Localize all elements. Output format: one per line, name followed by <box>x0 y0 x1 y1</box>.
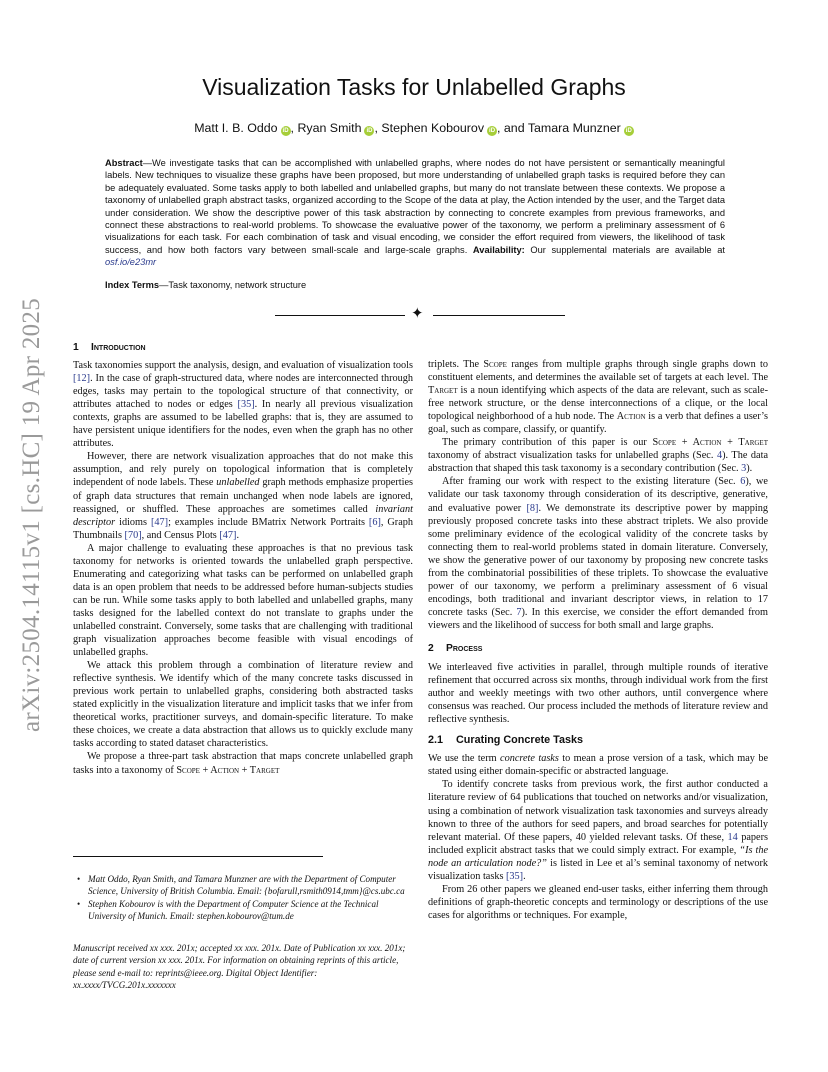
footnotes <box>73 873 413 922</box>
index-terms-label: Index Terms <box>105 280 160 290</box>
paragraph: After framing our work with respect to the existing literature (Sec. 6), we validate our task taxonomy through consideration of its descriptive, generative, and evaluative power [8]. We demonstrate its descriptive power by mapping previously proposed concrete tasks into these abstract triplets. We also provide some preliminary evidence of the ecological validity of the concrete tasks by connecting them to real-world problems stated in domain literature. Conversely, we show the generative power of our taxonomy by proposing new concrete tasks from the combinatorial possibilities of these triplets. To showcase the evaluative power of our taxonomy, we perform a preliminary assessment of 6 visual encodings, both traditional and invariant descriptor views, in relation to 17 concrete tasks (Sec. 7). In this exercise, we consider the effort demanded from viewers and the likelihood of success for both small and large graphs. <box>428 476 769 631</box>
paragraph: A major challenge to evaluating these approaches is that no previous task taxonomy for networks is oriented towards the unlabelled graph perspective. Enumerating and categorizing what tasks can be performed on unlabelled graph data is an open problem that needs to be addressed before human-subjects studies can be run. While some tasks apply to both labelled and unlabelled graphs, many tasks designed for the labelled context do not translate to graphs under the unlabelled constraint. Conversely, some tasks that are challenging with traditional graph visualization approaches become feasible with visual encodings of unlabelled graphs. <box>73 542 413 659</box>
section-heading-process: 2 Process <box>428 642 483 654</box>
index-terms <box>105 280 725 290</box>
paragraph: The primary contribution of this paper is our Scope + Action + Target taxonomy of abstract visualization tasks for unlabelled graphs (Sec. 4). The data abstraction that shaped this task taxonomy is a secondary contribution (Sec. 3). <box>428 437 768 475</box>
section-heading-introduction: 1 Introduction <box>73 342 146 353</box>
paragraph: triplets. The Scope ranges from multiple graphs through single graphs down to constituent elements, and determines the available set of targets at each level. The Target is a noun identifying which aspects of the data are relevant, such as scale-free network structure, or the dense interconnections of a clique, or the local topological neighborhood of a hub node. The Action is a verb that defines a user’s goal, such as compare, classify, or quantify. <box>428 359 768 436</box>
author-name: Stephen Kobourov <box>381 121 485 135</box>
footnote-rule <box>73 856 323 857</box>
section-ref-link[interactable]: 3 <box>741 463 747 475</box>
availability-label: Availability: <box>472 244 525 255</box>
orcid-icon[interactable]: iD <box>282 128 289 134</box>
paper-title: Visualization Tasks for Unlabelled Graphs <box>202 74 626 100</box>
abstract-label: Abstract <box>105 158 143 168</box>
author-list: Matt I. B. Oddo iD , Ryan Smith iD , Stephen Kobourov iD , and Tamara Munzner iD <box>194 121 632 135</box>
subsection-heading-curating: 2.1 Curating Concrete Tasks <box>428 734 583 747</box>
author-name: Matt I. B. Oddo <box>194 121 278 135</box>
paragraph: To identify concrete tasks from previous work, the first author conducted a literature review of 64 publications that touched on networks and/or visualization, using a combination of network visualization task taxonomies and surveys already known to three of the authors for seed papers, and broad searches for potentially relevant material. Of these papers, 40 yielded relevant tasks. Of these, 14 papers included explicit abstract tasks that we could simply extract. For example, “Is the node an articulation node?” is listed in Lee et al’s seminal taxonomy of network visualization tasks [35]. <box>428 779 769 882</box>
citation-link[interactable]: [6] <box>368 516 381 528</box>
right-column <box>428 358 768 922</box>
citation-link[interactable]: [35] <box>237 399 255 411</box>
orcid-icon[interactable]: iD <box>366 128 373 134</box>
abstract <box>105 157 725 269</box>
left-column <box>73 342 413 777</box>
citation-link[interactable]: [47] <box>219 529 237 541</box>
arxiv-identifier-stamp <box>6 265 58 765</box>
separator-diamond-icon: ✦ <box>411 306 424 322</box>
paragraph: Task taxonomies support the analysis, design, and evaluation of visualization tools [12]. In the case of graph-structured data, where nodes are interconnected through edges, tasks may pertain to the topological structure of that connectivity, or attributes attached to nodes or edges [35]. In nearly all previous visualization contexts, graphs are assumed to be labelled graphs: that is, they are assumed to have persistent unique identifiers for the nodes, even when the graph has no other attributes. <box>73 360 413 450</box>
orcid-icon[interactable]: iD <box>489 128 496 134</box>
paragraph: We use the term concrete tasks to mean a prose version of a task, which may be stated using either domain-specific or abstracted language. <box>428 753 769 778</box>
arxiv-identifier-text: arXiv:2504.14115v1 [cs.HC] 19 Apr 2025 <box>18 297 46 733</box>
section-ref-link[interactable]: 6 <box>740 476 746 488</box>
manuscript-note: Manuscript received xx xxx. 201x; accepted xx xxx. 201x. Date of Publication xx xxx. 201x; date of current version xx xxx. 201x. For information on obtaining reprints of this article, please send e-mail to: reprints@ieee.org. Digital Object Identifier: xx.xxxx/TVCG.201x.xxxxxxx <box>73 943 406 990</box>
index-terms-text: —Task taxonomy, network structure <box>159 280 307 290</box>
paragraph: From 26 other papers we gleaned end-user tasks, either inferring them through definitions of graph-theoretic concepts and terminology or descriptions of the use cases for algorithms or techniques. For example, <box>428 883 768 921</box>
paragraph: We propose a three-part task abstraction that maps concrete unlabelled graph tasks into a taxonomy of Scope + Action + Target <box>73 751 413 776</box>
citation-link[interactable]: [12] <box>73 373 91 385</box>
author-name: Ryan Smith <box>297 121 362 135</box>
footnote-item: • Matt Oddo, Ryan Smith, and Tamara Munzner are with the Department of Computer Science, University of British Columbia. Email: {bofarull,rsmith0914,tmm}@cs.ubc.ca <box>77 874 405 897</box>
separator-rule-right <box>433 315 565 316</box>
section-ref-link[interactable]: 7 <box>516 606 522 618</box>
citation-link[interactable]: [47] <box>150 516 169 528</box>
availability-text: Our supplemental materials are available at <box>524 244 725 255</box>
separator-rule-left <box>275 315 405 316</box>
abstract-text: —We investigate tasks that can be accomplished with unlabelled graphs, where nodes do not have persistent or semantically meaningful labels. New techniques to visualize these graphs have been proposed, but more understanding of unlabelled graph tasks is required before they can be adequately evaluated. Some tasks apply to both labelled and unlabelled graphs, but many do not translate between these contexts. We propose a taxonomy of unlabelled graph abstract tasks, organized according to the Scope of the data at play, the Action intended by the user, and the Target data under consideration. We show the descriptive power of this task abstraction by connecting to concrete examples from previous frameworks, and connect these abstractions to real-world problems. To showcase the evaluative power of the taxonomy, we perform a preliminary assessment of 6 visualizations for each task. For each combination of task and visual encoding, we consider the effort required from viewers, the likelihood of task success, and how both factors vary between small-scale and large-scale graphs. <box>105 158 725 255</box>
citation-link[interactable]: [8] <box>526 502 539 514</box>
supplemental-link[interactable]: osf.io/e23mr <box>105 257 157 268</box>
author-name: Tamara Munzner <box>527 121 621 135</box>
orcid-icon[interactable]: iD <box>625 128 632 134</box>
paragraph: However, there are network visualization approaches that do not make this assumption, and rely purely on topological information that is completely independent of node labels. These unlabelled graph methods emphasize properties of graph data structures that remain unchanged when node labels are ignored, reassigned, or shuffled. These approaches are sometimes called invariant descriptor idioms [47]; examples include BMatrix Network Portraits [6], Graph Thumbnails [70], and Census Plots [47]. <box>73 451 413 541</box>
citation-link[interactable]: [70] <box>124 529 142 541</box>
paragraph: We interleaved five activities in parallel, through multiple rounds of iterative refinement that occurred across six months, through individual work from the first author and weekly meetings with two other authors, until convergence where consensus was reached. Our process included the methods of literature review and reflective synthesis. <box>428 662 768 726</box>
citation-link[interactable]: [35] <box>506 870 524 882</box>
section-ref-link[interactable]: 4 <box>716 450 723 462</box>
footnote-item: • Stephen Kobourov is with the Department of Computer Science at the Technical University of Munich. Email: stephen.kobourov@tum.de <box>77 898 379 921</box>
paragraph: We attack this problem through a combination of literature review and reflective synthesis. We identify which of the many concrete tasks discussed in previous work pertain to unlabelled graphs, considering both abstracted tasks stated explicitly in the visualization literature and implicit tasks that we infer from theoretical works, practitioner surveys, and domain-specific literature. To make these choices, we create a data abstraction that allows us to quickly exclude many tasks according to stated dataset characteristics. <box>73 660 413 750</box>
